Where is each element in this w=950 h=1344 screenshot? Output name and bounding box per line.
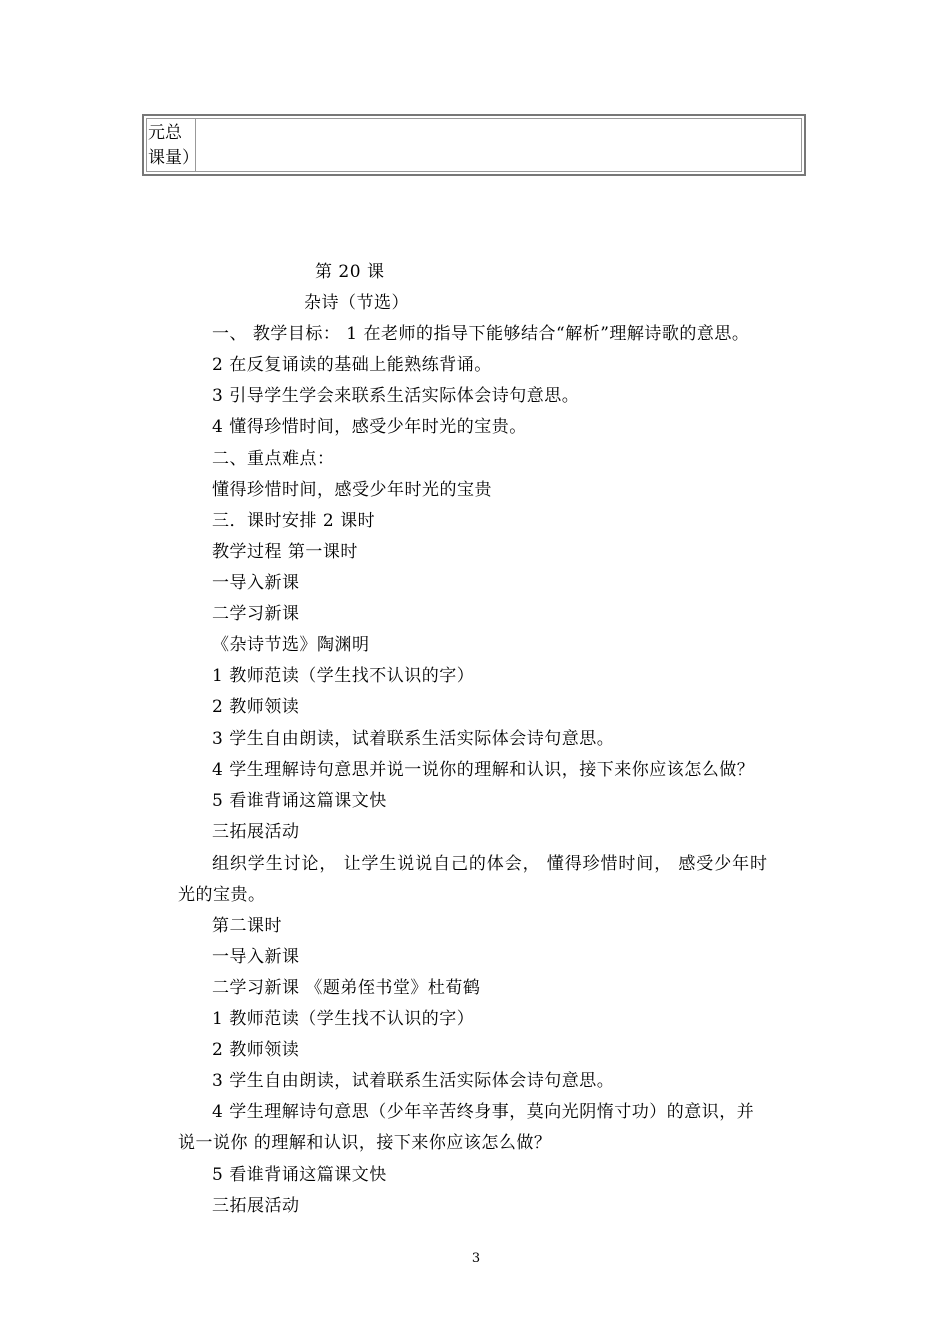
lesson2-step-4: 4 学生理解诗句意思（少年辛苦终身事，莫向光阴惰寸功）的意识，并 (212, 1102, 755, 1122)
step-intro: 一导入新课 (212, 573, 300, 593)
objective-2: 2 在反复诵读的基础上能熟练背诵。 (212, 355, 492, 375)
table-label-cell (147, 119, 199, 171)
schedule-line: 三．课时安排 2 课时 (212, 511, 376, 531)
summary-table (142, 114, 806, 176)
process-heading: 教学过程 第一课时 (212, 542, 358, 562)
key-points-text: 懂得珍惜时间，感受少年时光的宝贵 (212, 480, 492, 500)
lesson-number: 第 20 课 (315, 262, 385, 282)
lesson1-extension-text: 组织学生讨论， 让学生说说自己的体会， 懂得珍惜时间， 感受少年时 (212, 854, 768, 874)
key-points-heading: 二、重点难点： (212, 449, 335, 469)
lesson2-extension-heading: 三拓展活动 (212, 1196, 300, 1216)
objective-4: 4 懂得珍惜时间，感受少年时光的宝贵。 (212, 417, 527, 437)
table-label-line-2: 课量） (148, 148, 199, 168)
table-content-cell (197, 119, 801, 171)
lesson2-learn: 二学习新课 《题弟侄书堂》杜荀鹤 (212, 978, 481, 998)
lesson2-step-2: 2 教师领读 (212, 1040, 300, 1060)
objective-3: 3 引导学生学会来联系生活实际体会诗句意思。 (212, 386, 580, 406)
lesson1-step-2: 2 教师领读 (212, 697, 300, 717)
page-number: 3 (471, 1251, 481, 1266)
lesson1-extension-text-cont: 光的宝贵。 (178, 885, 266, 905)
lesson2-step-5: 5 看谁背诵这篇课文快 (212, 1165, 387, 1185)
objective-heading: 一、 教学目标： 1 在老师的指导下能够结合“解析”理解诗歌的意思。 (212, 324, 750, 344)
lesson2-heading: 第二课时 (212, 916, 282, 936)
lesson2-step-1: 1 教师范读（学生找不认识的字） (212, 1009, 475, 1029)
lesson2-intro: 一导入新课 (212, 947, 300, 967)
lesson1-step-5: 5 看谁背诵这篇课文快 (212, 791, 387, 811)
lesson1-step-1: 1 教师范读（学生找不认识的字） (212, 666, 475, 686)
lesson2-step-3: 3 学生自由朗读，试着联系生活实际体会诗句意思。 (212, 1071, 615, 1091)
lesson1-step-3: 3 学生自由朗读，试着联系生活实际体会诗句意思。 (212, 729, 615, 749)
lesson2-step-4-cont: 说一说你 的理解和认识，接下来你应该怎么做？ (178, 1133, 552, 1153)
step-learn: 二学习新课 (212, 604, 300, 624)
poem-title: 杂诗（节选） (304, 293, 409, 313)
lesson1-step-4: 4 学生理解诗句意思并说一说你的理解和认识，接下来你应该怎么做？ (212, 760, 755, 780)
summary-table-inner (146, 118, 802, 172)
table-label-line-1: 元总 (148, 123, 182, 143)
lesson1-extension-heading: 三拓展活动 (212, 822, 300, 842)
poem-reference-1: 《杂诗节选》陶渊明 (212, 635, 370, 655)
